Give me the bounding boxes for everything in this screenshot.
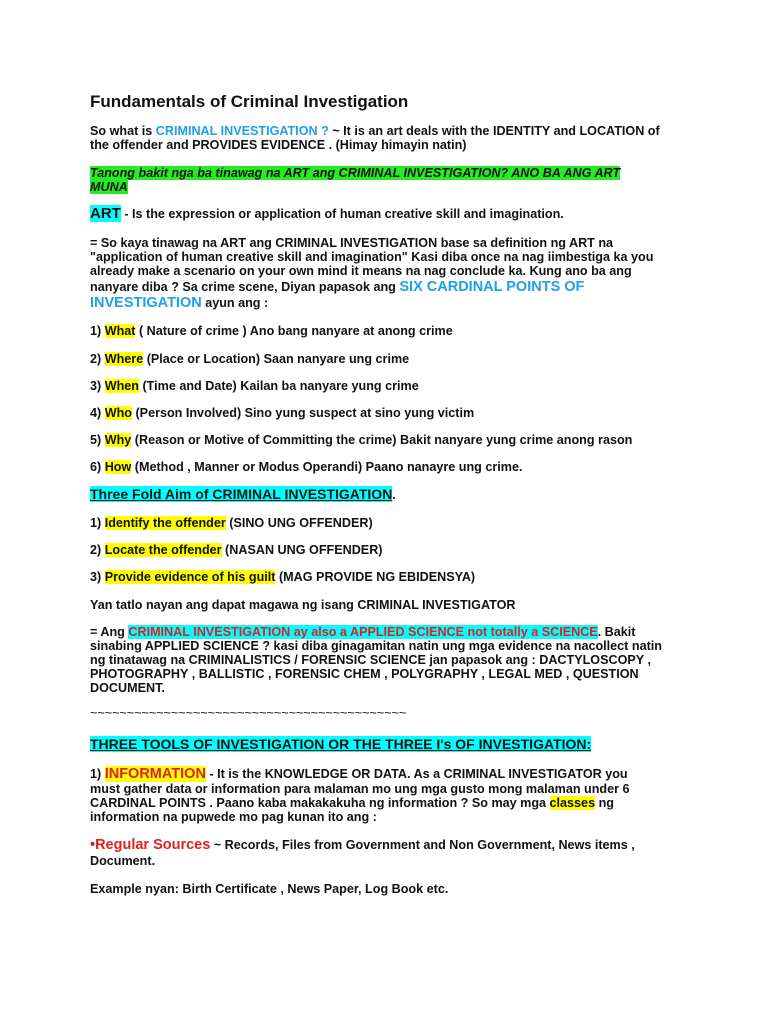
point-key: Where <box>104 352 144 366</box>
cardinal-point <box>90 379 419 393</box>
divider: ~~~~~~~~~~~~~~~~~~~~~~~~~~~~~~~~~~~~~~~~~~~ <box>90 706 407 720</box>
intro-term: CRIMINAL INVESTIGATION ? <box>155 124 329 138</box>
information-line-2: must gather data or information para malaman mo ung mga gusto mong malaman under 6 <box>90 782 630 796</box>
point-desc: ( Nature of crime ) Ano bang nanyare at anong crime <box>135 324 453 338</box>
explain-line-4 <box>90 280 584 294</box>
regular-sources-line-1 <box>90 838 635 852</box>
aim-heading-suffix: . <box>392 488 396 502</box>
applied-line-5: DOCUMENT. <box>90 681 165 695</box>
question-text-1: Tanong bakit nga ba tinawag na ART ang CRIMINAL INVESTIGATION? ANO BA ANG ART <box>90 166 621 180</box>
cardinal-point <box>90 433 632 447</box>
art-label: ART <box>90 205 121 222</box>
point-key: What <box>104 324 136 338</box>
explain-line-4-prefix: nanyare diba ? Sa crime scene, Diyan papasok ang <box>90 280 400 294</box>
intro-rest: ~ It is an art deals with the IDENTITY and LOCATION of <box>328 124 660 138</box>
intro-prefix: So what is <box>90 124 156 138</box>
question-line-2 <box>90 180 128 194</box>
applied-line-1 <box>90 625 635 639</box>
point-key: Who <box>104 406 132 420</box>
point-desc: (Reason or Motive of Committing the crime) Bakit nanyare yung crime anong rason <box>131 433 633 447</box>
aim-number: 2) <box>90 543 105 557</box>
explain-line-3: already make a scenario on your own mind it means na nag conclude ka. Kung ano ba ang <box>90 264 632 278</box>
point-desc: (Time and Date) Kailan ba nanyare yung crime <box>138 379 419 393</box>
point-number: 5) <box>90 433 105 447</box>
explain-line-5-suffix: ayun ang : <box>201 296 269 310</box>
aim-key: Provide evidence of his guilt <box>104 570 276 584</box>
point-key: When <box>104 379 139 393</box>
applied-science-term: CRIMINAL INVESTIGATION ay also a APPLIED SCIENCE not totally a SCIENCE <box>128 625 598 639</box>
aim-item <box>90 516 373 530</box>
aim-heading <box>90 487 396 502</box>
point-key: How <box>104 460 132 474</box>
information-number: 1) <box>90 767 105 781</box>
aim-key: Identify the offender <box>104 516 226 530</box>
point-number: 3) <box>90 379 105 393</box>
intro-line-1 <box>90 124 660 138</box>
classes-term: classes <box>549 796 596 810</box>
point-desc: (Place or Location) Saan nanyare ung crime <box>143 352 410 366</box>
aim-item <box>90 543 382 557</box>
regular-sources-rest: ~ Records, Files from Government and Non Government, News items , <box>210 838 635 852</box>
point-number: 4) <box>90 406 105 420</box>
aim-desc: (NASAN UNG OFFENDER) <box>221 543 383 557</box>
applied-rest: . Bakit <box>597 625 636 639</box>
point-number: 6) <box>90 460 105 474</box>
art-definition <box>90 207 564 221</box>
intro-line-2: the offender and PROVIDES EVIDENCE . (Himay himayin natin) <box>90 138 467 152</box>
investigation-term: INVESTIGATION <box>90 295 202 311</box>
point-number: 2) <box>90 352 105 366</box>
information-line-3 <box>90 796 614 810</box>
information-line-3-suffix: ng <box>595 796 614 810</box>
regular-sources-line-2: Document. <box>90 854 156 868</box>
aim-number: 1) <box>90 516 105 530</box>
six-cardinal-points-term: SIX CARDINAL POINTS OF <box>399 279 585 295</box>
cardinal-point <box>90 324 453 338</box>
aim-number: 3) <box>90 570 105 584</box>
information-label: INFORMATION <box>104 766 206 782</box>
cardinal-point <box>90 352 409 366</box>
applied-line-2: sinabing APPLIED SCIENCE ? kasi diba ginagamitan natin ung mga evidence na nacollect natin <box>90 639 662 653</box>
explain-line-2: "application of human creative skill and imagination" Kasi diba once na nag iimbestiga ka you <box>90 250 654 264</box>
point-number: 1) <box>90 324 105 338</box>
aim-desc: (MAG PROVIDE NG EBIDENSYA) <box>275 570 476 584</box>
question-text-2: MUNA <box>90 180 128 194</box>
example-line: Example nyan: Birth Certificate , News Paper, Log Book etc. <box>90 882 449 896</box>
point-desc: (Person Involved) Sino yung suspect at sino yung victim <box>131 406 475 420</box>
regular-sources-label: •Regular Sources <box>90 837 211 853</box>
explain-line-1: = So kaya tinawag na ART ang CRIMINAL INVESTIGATION base sa definition ng ART na <box>90 236 614 250</box>
cardinal-point <box>90 460 522 474</box>
cardinal-point <box>90 406 474 420</box>
question-line-1 <box>90 166 620 180</box>
applied-line-3: ng tinatawag na CRIMINALISTICS / FORENSIC SCIENCE jan papasok ang : DACTYLOSCOPY , <box>90 653 651 667</box>
tools-heading <box>90 737 591 752</box>
point-desc: (Method , Manner or Modus Operandi) Paano nanayre ung crime. <box>131 460 523 474</box>
information-line-1 <box>90 767 628 781</box>
applied-line-4: PHOTOGRAPHY , BALLISTIC , FORENSIC CHEM , POLYGRAPHY , LEGAL MED , QUESTION <box>90 667 639 681</box>
aim-desc: (SINO UNG OFFENDER) <box>225 516 373 530</box>
page-title: Fundamentals of Criminal Investigation <box>90 92 409 111</box>
information-line-3-prefix: CARDINAL POINTS . Paano kaba makakakuha ng information ? So may mga <box>90 796 550 810</box>
aim-key: Locate the offender <box>104 543 222 557</box>
tools-heading-text: THREE TOOLS OF INVESTIGATION OR THE THREE I's OF INVESTIGATION: <box>90 736 592 752</box>
investigator-line: Yan tatlo nayan ang dapat magawa ng isang CRIMINAL INVESTIGATOR <box>90 598 516 612</box>
information-line-4: information na pupwede mo pag kunan ito ang : <box>90 810 377 824</box>
aim-heading-text: Three Fold Aim of CRIMINAL INVESTIGATION <box>90 486 393 502</box>
aim-item <box>90 570 475 584</box>
point-key: Why <box>104 433 132 447</box>
art-definition-text: - Is the expression or application of human creative skill and imagination. <box>120 207 564 221</box>
explain-line-5 <box>90 296 268 310</box>
applied-prefix: = Ang <box>90 625 129 639</box>
information-rest: - It is the KNOWLEDGE OR DATA. As a CRIMINAL INVESTIGATOR you <box>205 767 628 781</box>
